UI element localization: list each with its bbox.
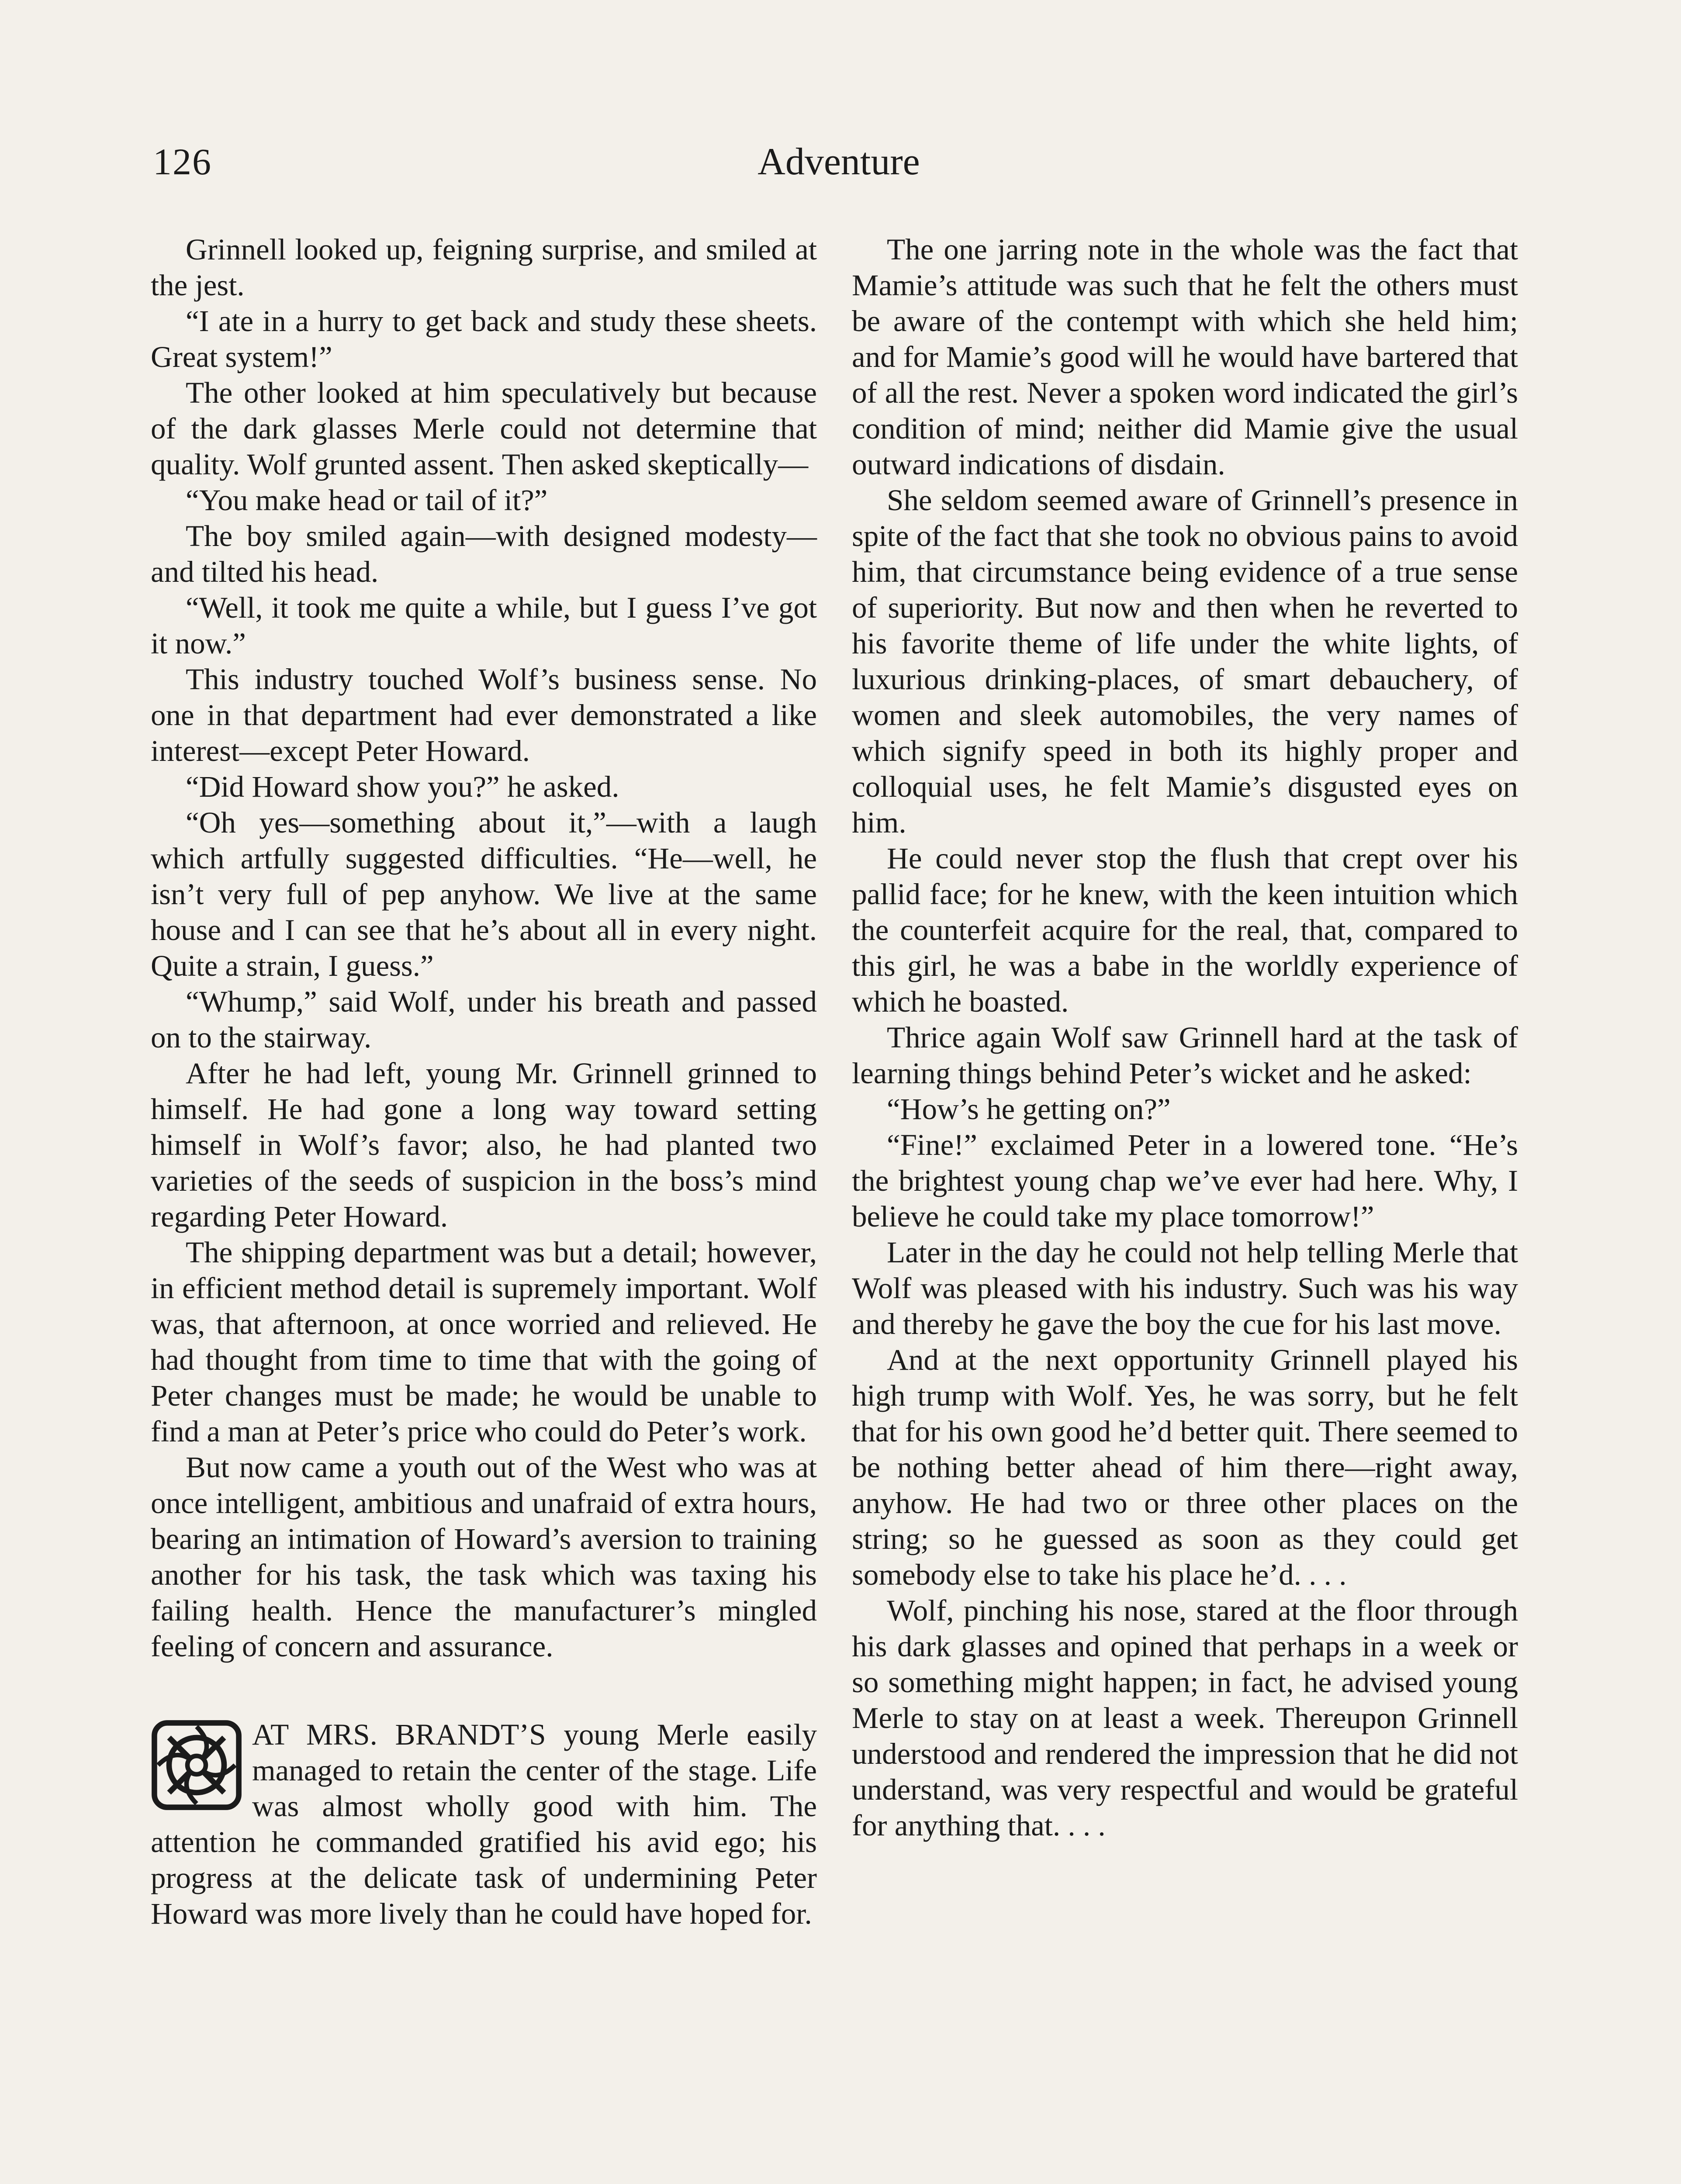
paragraph: “Did Howard show you?” he asked. (186, 770, 619, 803)
paragraph: “I ate in a hurry to get back and study these sheets. Great system!” (151, 304, 817, 373)
page-number: 126 (153, 141, 212, 183)
paragraph: Later in the day he could not help telling Merle that Wolf was pleased with his industry. Such was his way and thereby he gave the boy the cue for his last move. (852, 1236, 1518, 1341)
paragraph: The shipping department was but a detail; however, in efficient method detail is supremely important. Wolf was, that afternoon, at once worried and relieved. He had thought from time to time that with the going of Peter changes must be made; he would be unable to find a man at Peter’s price who could do Peter’s work. (151, 1236, 817, 1448)
paragraph: The boy smiled again—with designed modesty—and tilted his head. (151, 519, 817, 588)
paragraph: She seldom seemed aware of Grinnell’s presence in spite of the fact that she took no obvious pains to avoid him, that circumstance being evidence of a true sense of superiority. But now and then when he reverted to his favorite theme of life under the white lights, of luxurious drinking-places, of smart debauchery, of women and sleek automobiles, the very names of which signify speed in both its highly proper and colloquial uses, he felt Mamie’s disgusted eyes on him. (852, 484, 1518, 839)
running-header (149, 140, 1529, 201)
paragraph: He could never stop the flush that crept over his pallid face; for he knew, with the keen intuition which the counterfeit acquire for the real, that, compared to this girl, he was a babe in the worldly experience of which he boasted. (852, 842, 1518, 1018)
left-column (151, 232, 817, 1932)
right-column (852, 232, 1518, 1843)
paragraph: AT MRS. BRANDT’S young Merle easily managed to retain the center of the stage. Life was almost wholly good with him. The attention he commanded gratified his avid ego; his progress at the delicate task of undermining Peter Howard was more lively than he could have hoped for. (151, 1718, 817, 1930)
paragraph: “Oh yes—something about it,”—with a laugh which artfully suggested difficulties. “He—well, he isn’t very full of pep anyhow. We live at the same house and I can see that he’s about all in every night. Quite a strain, I guess.” (151, 806, 817, 982)
paragraph: This industry touched Wolf’s business sense. No one in that department had ever demonstrated a like interest—except Peter Howard. (151, 663, 817, 767)
paragraph: After he had left, young Mr. Grinnell grinned to himself. He had gone a long way toward setting himself in Wolf’s favor; also, he had planted two varieties of the seeds of suspicion in the boss’s mind regarding Peter Howard. (151, 1057, 817, 1233)
celtic-knot-icon (151, 1719, 242, 1811)
running-title: Adventure (757, 141, 920, 183)
paragraph: “Whump,” said Wolf, under his breath and passed on to the stairway. (151, 985, 817, 1054)
paragraph: Thrice again Wolf saw Grinnell hard at the task of learning things behind Peter’s wicket and he asked: (852, 1021, 1518, 1090)
paragraph: Wolf, pinching his nose, stared at the floor through his dark glasses and opined that perhaps in a week or so something might happen; in fact, he advised young Merle to stay on at least a week. Thereupon Grinnell understood and rendered the impression that he did not understand, was very respectful and would be grateful for anything that. . . . (852, 1594, 1518, 1842)
paragraph: “You make head or tail of it?” (186, 484, 548, 517)
paragraph: “How’s he getting on?” (887, 1092, 1171, 1126)
paragraph: But now came a youth out of the West who was at once intelligent, ambitious and unafraid of extra hours, bearing an intimation of Howard’s aversion to training another for his task, the task which was taxing his failing health. Hence the manufacturer’s mingled feeling of concern and assurance. (151, 1451, 817, 1663)
paragraph: “Fine!” exclaimed Peter in a lowered tone. “He’s the brightest young chap we’ve ever had here. Why, I believe he could take my place tomorrow!” (852, 1128, 1518, 1233)
paragraph: “Well, it took me quite a while, but I guess I’ve got it now.” (151, 591, 817, 660)
paragraph: And at the next opportunity Grinnell played his high trump with Wolf. Yes, he was sorry, but he felt that for his own good he’d better quit. There seemed to be nothing better ahead of him there—right away, anyhow. He had two or three other places on the string; so he guessed as soon as they could get somebody else to take his place he’d. . . . (852, 1343, 1518, 1591)
paragraph: Grinnell looked up, feigning surprise, and smiled at the jest. (151, 233, 817, 302)
paragraph: The one jarring note in the whole was the fact that Mamie’s attitude was such that he felt the others must be aware of the contempt with which she held him; and for Mamie’s good will he would have bartered that of all the rest. Never a spoken word indicated the girl’s condition of mind; neither did Mamie give the usual outward indications of disdain. (852, 233, 1518, 481)
paragraph: The other looked at him speculatively but because of the dark glasses Merle could not determine that quality. Wolf grunted assent. Then asked skeptically— (151, 376, 817, 481)
section-break-paragraph (151, 1717, 817, 1932)
